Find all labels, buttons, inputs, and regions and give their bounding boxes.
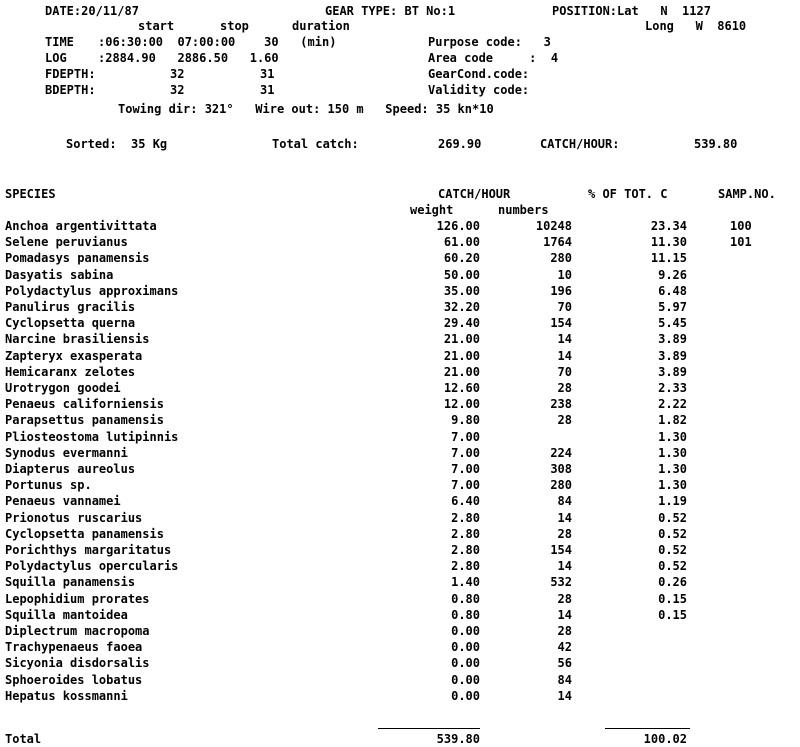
weight-value: 21.00 (443, 349, 480, 363)
weight-value: 7.00 (451, 462, 480, 476)
numbers-value: 10 (557, 268, 572, 282)
numbers-value: 28 (557, 381, 572, 395)
weight-value: 61.00 (443, 235, 480, 249)
weight-value: 0.80 (451, 592, 480, 606)
weight-value: 9.80 (451, 413, 480, 427)
species-name: Prionotus ruscarius (5, 511, 143, 525)
species-name: Sphoeroides lobatus (5, 673, 143, 687)
species-column-header: SPECIES (5, 187, 56, 201)
species-name: Hepatus kossmanni (5, 689, 128, 703)
position-lat: POSITION:Lat N 1127 (552, 4, 711, 18)
pct-value: 1.30 (658, 446, 687, 460)
species-name: Anchoa argentivittata (5, 219, 157, 233)
weight-value: 2.80 (451, 543, 480, 557)
pct-value: 1.30 (658, 462, 687, 476)
species-name: Penaeus californiensis (5, 397, 164, 411)
table-row (0, 576, 800, 592)
weight-value: 21.00 (443, 332, 480, 346)
pct-value: 2.33 (658, 381, 687, 395)
bdepth-label: BDEPTH: (45, 83, 96, 97)
weight-value: 29.40 (443, 316, 480, 330)
species-name: Squilla mantoidea (5, 608, 128, 622)
table-row (0, 625, 800, 641)
weight-value: 7.00 (451, 430, 480, 444)
pct-column-header: % OF TOT. C (588, 187, 668, 201)
pct-value: 11.15 (650, 251, 687, 265)
species-name: Parapsettus panamensis (5, 413, 164, 427)
table-row (0, 269, 800, 285)
numbers-value: 238 (550, 397, 572, 411)
pct-value: 0.52 (658, 543, 687, 557)
species-name: Squilla panamensis (5, 575, 136, 589)
pct-value: 9.26 (658, 268, 687, 282)
table-row (0, 350, 800, 366)
species-name: Diapterus aureolus (5, 462, 136, 476)
numbers-value: 84 (557, 673, 572, 687)
weight-value: 60.20 (443, 251, 480, 265)
total-pct: 100.02 (643, 732, 687, 746)
numbers-value: 280 (550, 478, 572, 492)
species-name: Cyclopsetta panamensis (5, 527, 164, 541)
weight-value: 0.00 (451, 640, 480, 654)
gear-type-label: GEAR TYPE: BT No:1 (325, 4, 456, 18)
species-name: Lepophidium prorates (5, 592, 150, 606)
pct-value: 0.15 (658, 608, 687, 622)
numbers-value: 14 (557, 689, 572, 703)
weight-value: 0.00 (451, 689, 480, 703)
col-start-label: start (138, 19, 175, 33)
total-catch-value: 269.90 (438, 137, 482, 151)
table-row (0, 414, 800, 430)
table-row (0, 317, 800, 333)
table-row (0, 431, 800, 447)
weight-subheader: weight (410, 203, 454, 217)
pct-value: 0.52 (658, 511, 687, 525)
table-row (0, 641, 800, 657)
species-name: Zapteryx exasperata (5, 349, 143, 363)
table-row (0, 609, 800, 625)
numbers-subheader: numbers (498, 203, 549, 217)
weight-total-rule (378, 728, 480, 729)
table-row (0, 544, 800, 560)
numbers-value: 42 (557, 640, 572, 654)
log-values: :2884.90 2886.50 1.60 (98, 51, 279, 65)
numbers-value: 70 (557, 300, 572, 314)
pct-value: 1.82 (658, 413, 687, 427)
position-long: Long W 8610 (645, 19, 747, 33)
table-row (0, 333, 800, 349)
table-row (0, 398, 800, 414)
table-row (0, 593, 800, 609)
species-name: Panulirus gracilis (5, 300, 136, 314)
weight-value: 21.00 (443, 365, 480, 379)
weight-value: 35.00 (443, 284, 480, 298)
numbers-value: 56 (557, 656, 572, 670)
weight-value: 2.80 (451, 559, 480, 573)
col-stop-label: stop (220, 19, 249, 33)
pct-value: 2.22 (658, 397, 687, 411)
numbers-value: 70 (557, 365, 572, 379)
catch-hour-value: 539.80 (694, 137, 738, 151)
table-row (0, 479, 800, 495)
species-name: Narcine brasiliensis (5, 332, 150, 346)
samp-column-header: SAMP.NO. (718, 187, 776, 201)
weight-value: 0.00 (451, 673, 480, 687)
weight-value: 1.40 (451, 575, 480, 589)
table-row (0, 285, 800, 301)
weight-value: 12.00 (443, 397, 480, 411)
species-name: Penaeus vannamei (5, 494, 121, 508)
numbers-value: 28 (557, 624, 572, 638)
numbers-value: 532 (550, 575, 572, 589)
table-row (0, 674, 800, 690)
validity-code: Validity code: (428, 83, 530, 97)
table-row (0, 463, 800, 479)
numbers-value: 10248 (535, 219, 572, 233)
weight-value: 2.80 (451, 511, 480, 525)
weight-value: 32.20 (443, 300, 480, 314)
fdepth-start: 32 (170, 67, 185, 81)
table-row (0, 495, 800, 511)
bdepth-stop: 31 (260, 83, 275, 97)
pct-value: 0.52 (658, 559, 687, 573)
samp-value: 101 (730, 235, 752, 249)
log-label: LOG (45, 51, 67, 65)
total-weight: 539.80 (436, 732, 480, 746)
fdepth-stop: 31 (260, 67, 275, 81)
numbers-value: 1764 (543, 235, 572, 249)
numbers-value: 28 (557, 527, 572, 541)
species-name: Diplectrum macropoma (5, 624, 150, 638)
species-name: Pomadasys panamensis (5, 251, 150, 265)
species-name: Synodus evermanni (5, 446, 128, 460)
weight-value: 2.80 (451, 527, 480, 541)
numbers-value: 84 (557, 494, 572, 508)
species-name: Hemicaranx zelotes (5, 365, 136, 379)
pct-value: 0.52 (658, 527, 687, 541)
time-label: TIME (45, 35, 74, 49)
numbers-value: 308 (550, 462, 572, 476)
table-row (0, 366, 800, 382)
pct-value: 5.97 (658, 300, 687, 314)
samp-value: 100 (730, 219, 752, 233)
species-name: Cyclopsetta querna (5, 316, 136, 330)
numbers-value: 14 (557, 511, 572, 525)
time-values: :06:30:00 07:00:00 30 (min) (98, 35, 337, 49)
catch-hour-column-header: CATCH/HOUR (438, 187, 511, 201)
col-duration-label: duration (292, 19, 350, 33)
species-name: Selene peruvianus (5, 235, 128, 249)
weight-value: 126.00 (436, 219, 480, 233)
pct-value: 0.15 (658, 592, 687, 606)
table-row (0, 301, 800, 317)
sorted-label: Sorted: 35 Kg (66, 137, 168, 151)
fdepth-label: FDEPTH: (45, 67, 96, 81)
pct-total-rule (605, 728, 690, 729)
species-name: Dasyatis sabina (5, 268, 114, 282)
table-row (0, 252, 800, 268)
pct-value: 3.89 (658, 332, 687, 346)
numbers-value: 14 (557, 332, 572, 346)
weight-value: 6.40 (451, 494, 480, 508)
numbers-value: 280 (550, 251, 572, 265)
numbers-value: 154 (550, 316, 572, 330)
date-label: DATE:20/11/87 (45, 4, 139, 18)
species-name: Pliosteostoma lutipinnis (5, 430, 179, 444)
bdepth-start: 32 (170, 83, 185, 97)
numbers-value: 196 (550, 284, 572, 298)
pct-value: 3.89 (658, 365, 687, 379)
numbers-value: 28 (557, 413, 572, 427)
weight-value: 7.00 (451, 446, 480, 460)
numbers-value: 14 (557, 559, 572, 573)
table-row (0, 512, 800, 528)
species-name: Porichthys margaritatus (5, 543, 172, 557)
table-row (0, 236, 800, 252)
gearcond-code: GearCond.code: (428, 67, 530, 81)
weight-value: 0.00 (451, 624, 480, 638)
table-row (0, 560, 800, 576)
pct-value: 23.34 (650, 219, 687, 233)
species-name: Urotrygon goodei (5, 381, 121, 395)
species-name: Portunus sp. (5, 478, 92, 492)
area-code: Area code : 4 (428, 51, 559, 65)
table-row (0, 690, 800, 706)
weight-value: 0.80 (451, 608, 480, 622)
weight-value: 0.00 (451, 656, 480, 670)
numbers-value: 28 (557, 592, 572, 606)
weight-value: 7.00 (451, 478, 480, 492)
pct-value: 6.48 (658, 284, 687, 298)
table-row (0, 382, 800, 398)
species-name: Polydactylus opercularis (5, 559, 179, 573)
towing-line: Towing dir: 321° Wire out: 150 m Speed: 35 kn*10 (118, 102, 494, 116)
numbers-value: 14 (557, 349, 572, 363)
numbers-value: 14 (557, 608, 572, 622)
total-label: Total (5, 732, 42, 746)
pct-value: 5.45 (658, 316, 687, 330)
table-row (0, 657, 800, 673)
pct-value: 1.19 (658, 494, 687, 508)
pct-value: 11.30 (650, 235, 687, 249)
purpose-code: Purpose code: 3 (428, 35, 551, 49)
total-catch-label: Total catch: (272, 137, 359, 151)
numbers-value: 154 (550, 543, 572, 557)
table-row (0, 528, 800, 544)
pct-value: 1.30 (658, 430, 687, 444)
weight-value: 12.60 (443, 381, 480, 395)
pct-value: 0.26 (658, 575, 687, 589)
weight-value: 50.00 (443, 268, 480, 282)
species-name: Sicyonia disdorsalis (5, 656, 150, 670)
pct-value: 1.30 (658, 478, 687, 492)
catch-hour-label: CATCH/HOUR: (540, 137, 620, 151)
table-row (0, 220, 800, 236)
species-name: Polydactylus approximans (5, 284, 179, 298)
numbers-value: 224 (550, 446, 572, 460)
pct-value: 3.89 (658, 349, 687, 363)
table-row (0, 447, 800, 463)
species-name: Trachypenaeus faoea (5, 640, 143, 654)
